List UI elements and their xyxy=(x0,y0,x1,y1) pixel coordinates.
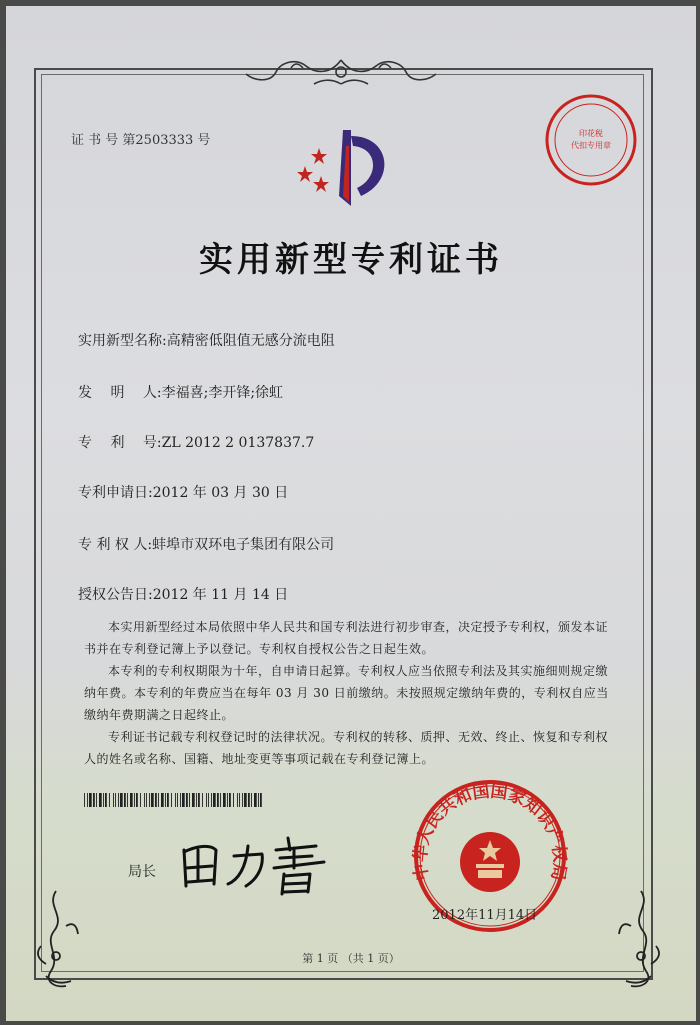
field-value: 李福喜;李开锋;徐虹 xyxy=(161,385,284,401)
bottom-right-ornament xyxy=(611,886,671,996)
field-value: ZL 2012 2 0137837.7 xyxy=(161,435,315,451)
field-value: 蚌埠市双环电子集团有限公司 xyxy=(152,537,335,553)
cnipa-logo-icon xyxy=(291,126,411,216)
field-label: 专 利 号: xyxy=(78,435,162,451)
field-grant-date xyxy=(78,584,288,604)
svg-text:代扣专用章: 代扣专用章 xyxy=(571,141,611,150)
barcode xyxy=(84,793,264,807)
tax-stamp-seal xyxy=(543,92,639,188)
svg-text:印花税: 印花税 xyxy=(579,129,603,138)
field-label: 专 利 权 人: xyxy=(78,537,153,553)
bottom-left-ornament xyxy=(26,886,86,996)
field-value: 2012 年 11 月 14 日 xyxy=(152,587,289,603)
certificate-number: 证 书 号 第2503333 号 xyxy=(71,133,211,148)
field-value: 高精密低阻值无感分流电阻 xyxy=(166,333,335,349)
field-patent-number xyxy=(78,432,314,452)
field-label: 授权公告日: xyxy=(78,587,153,603)
field-inventors xyxy=(78,382,283,402)
director-label: 局长 xyxy=(128,864,156,880)
field-label: 发 明 人: xyxy=(78,385,162,401)
page-footer: 第 1 页 （共 1 页） xyxy=(302,952,400,965)
top-ornament xyxy=(236,54,446,90)
paragraph-1: 本实用新型经过本局依照中华人民共和国专利法进行初步审查，决定授予专利权，颁发本证书并在专利登记簿上予以登记。专利权自授权公告之日起生效。 xyxy=(84,620,609,656)
field-value: 2012 年 03 月 30 日 xyxy=(152,485,289,501)
issue-date: 2012年11月14日 xyxy=(432,908,538,923)
certificate-page xyxy=(6,6,696,1021)
director-signature xyxy=(176,828,336,898)
field-utility-model-name xyxy=(78,330,335,350)
page-title: 实用新型专利证书 xyxy=(199,240,503,280)
seal-text: 中华人民共和国国家知识产权局 xyxy=(410,781,570,882)
paragraph-2: 本专利的专利权期限为十年，自申请日起算。专利权人应当依照专利法及其实施细则规定缴纳年费。本专利的年费应当在每年 03 月 30 日前缴纳。未按照规定缴纳年费的，专利权自应当缴纳年费期满之日起终止。 xyxy=(84,664,609,722)
field-label: 专利申请日: xyxy=(78,485,153,501)
paragraph-3: 专利证书记载专利权登记时的法律状况。专利权的转移、质押、无效、终止、恢复和专利权人的姓名或名称、国籍、地址变更等事项记载在专利登记簿上。 xyxy=(84,730,609,766)
field-label: 实用新型名称: xyxy=(78,333,167,349)
field-patentee xyxy=(78,534,334,554)
field-application-date xyxy=(78,482,288,502)
